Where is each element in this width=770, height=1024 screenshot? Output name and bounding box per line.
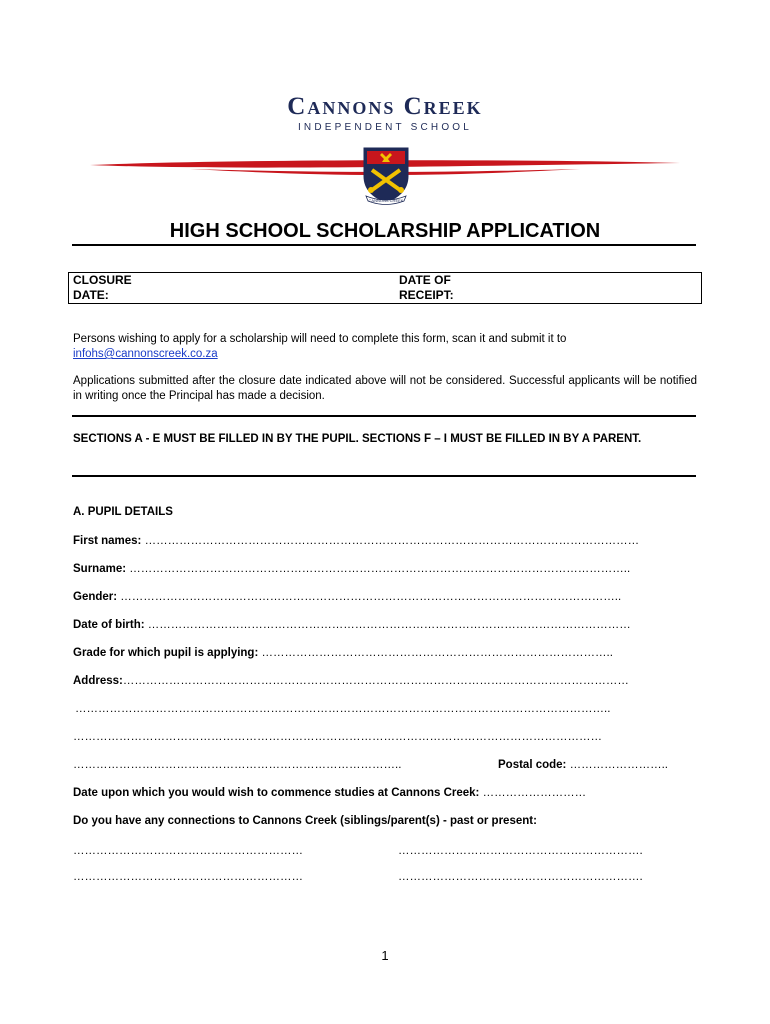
school-crest-icon — [360, 146, 412, 206]
address-line-2-dots[interactable]: ………………………………………………………………………………………………………………………….. — [75, 703, 611, 715]
closure-label-1: CLOSURE — [73, 273, 132, 287]
first-names-label: First names: — [73, 535, 142, 547]
connection-blank-right-2[interactable] — [398, 871, 643, 883]
connection-blank-left-2[interactable] — [73, 871, 303, 883]
page-number: 1 — [381, 948, 389, 963]
address-blank-4[interactable] — [73, 759, 401, 771]
intro-paragraph — [73, 332, 697, 362]
connection-blank-right-1[interactable] — [398, 845, 643, 857]
grade-label: Grade for which pupil is applying: — [73, 647, 259, 659]
connection-dots-left-1[interactable]: …………………………………………………… — [73, 845, 303, 857]
gender-label: Gender: — [73, 591, 118, 603]
closure-notice: Applications submitted after the closure date indicated above will not be considered. Successful applicants will be notified in writing once the Principal has made a decision. — [73, 375, 697, 402]
sections-note: SECTIONS A - E MUST BE FILLED IN BY THE PUPIL. SECTIONS F – I MUST BE FILLED IN BY A PARENT. — [73, 433, 642, 445]
postal-code-blank[interactable]: …………………….. — [569, 759, 668, 771]
title-rule — [72, 244, 696, 246]
connection-dots-left-2[interactable]: …………………………………………………… — [73, 871, 303, 883]
commence-date-blank[interactable]: ……………………… — [482, 787, 587, 799]
section-rule-1 — [72, 415, 696, 417]
address-blank-1[interactable]: …………………………………………………………………………………………………………………… — [122, 675, 629, 687]
address-blank-2[interactable] — [75, 703, 610, 715]
section-a-heading: A. PUPIL DETAILS — [73, 506, 173, 518]
gender-field[interactable] — [73, 591, 621, 603]
surname-blank[interactable]: ………………………………………………………………………………………………………………….. — [129, 563, 631, 575]
address-blank-3[interactable] — [73, 731, 602, 743]
closure-label-2: DATE: — [73, 288, 109, 302]
postal-code-label: Postal code: — [498, 759, 567, 771]
school-subtitle: INDEPENDENT SCHOOL — [297, 122, 473, 133]
address-field[interactable] — [73, 675, 629, 687]
address-line-4-dots[interactable]: ………………………………………………………………………….. — [73, 759, 402, 771]
contact-email-link[interactable]: infohs@cannonscreek.co.za — [73, 348, 218, 360]
dob-label: Date of birth: — [73, 619, 145, 631]
commence-date-label: Date upon which you would wish to commence studies at Cannons Creek: — [73, 787, 480, 799]
connection-dots-right-2[interactable]: ………………………………………………………. — [398, 871, 643, 883]
dob-field[interactable] — [73, 619, 631, 631]
commence-date-field[interactable] — [73, 787, 586, 799]
address-label: Address: — [73, 675, 123, 687]
crest-motto: CANNONS CREEK — [368, 198, 404, 203]
receipt-label-1: DATE OF — [399, 273, 451, 287]
connection-blank-left-1[interactable] — [73, 845, 303, 857]
grade-field[interactable] — [73, 647, 613, 659]
page-title: HIGH SCHOOL SCHOLARSHIP APPLICATION — [169, 220, 601, 242]
address-line-3-dots[interactable]: ………………………………………………………………………………………………………………………… — [73, 731, 602, 743]
connection-dots-right-1[interactable]: ………………………………………………………. — [398, 845, 643, 857]
surname-label: Surname: — [73, 563, 127, 575]
grade-blank[interactable]: ……………………………………………………………………………….. — [261, 647, 613, 659]
closure-receipt-box — [68, 272, 702, 304]
intro-line-1: Persons wishing to apply for a scholarship will need to complete this form, scan it and submit it to — [73, 333, 567, 345]
gender-blank[interactable]: ………………………………………………………………………………………………………………….. — [120, 591, 622, 603]
school-name: Cannons Creek — [287, 93, 483, 120]
receipt-label-2: RECEIPT: — [399, 288, 454, 302]
section-rule-2 — [72, 475, 696, 477]
surname-field[interactable] — [73, 563, 630, 575]
first-names-blank[interactable]: ………………………………………………………………………………………………………………… — [144, 535, 640, 547]
dob-blank[interactable]: ……………………………………………………………………………………………………………… — [147, 619, 631, 631]
postal-code-field[interactable] — [498, 759, 668, 771]
connections-question: Do you have any connections to Cannons Creek (siblings/parent(s) - past or present: — [73, 815, 537, 827]
first-names-field[interactable] — [73, 535, 639, 547]
